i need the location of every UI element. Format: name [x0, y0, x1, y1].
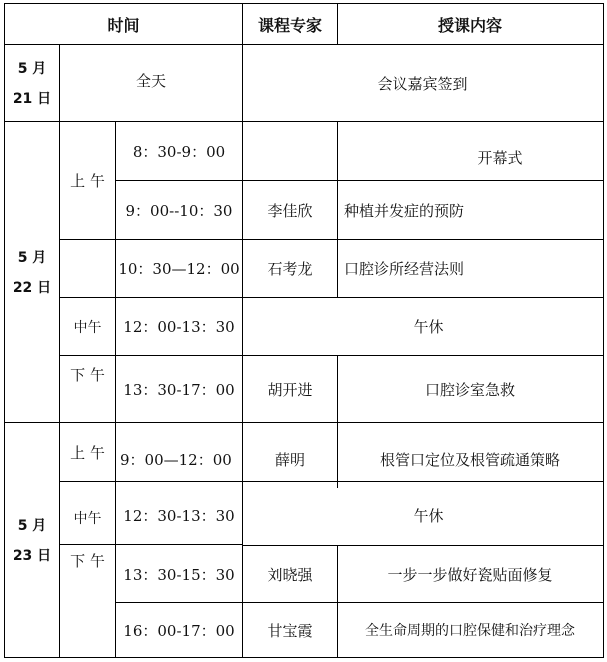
row-divider [59, 297, 603, 298]
expert-cell: 甘宝霞 [267, 621, 313, 640]
date-cell-day3 [5, 423, 59, 657]
row-divider [115, 180, 603, 181]
time-cell: 12：00-13：30 [123, 318, 235, 336]
date-day: 21 日 [12, 91, 52, 107]
date-day: 23 日 [12, 548, 52, 564]
col-divider [59, 44, 60, 658]
col-divider [337, 355, 338, 488]
date-month: 5 月 [17, 250, 47, 266]
time-cell: 12：30-13：30 [123, 507, 235, 525]
col-divider [337, 121, 338, 298]
header-expert: 课程专家 [257, 15, 322, 35]
content-cell: 午休 [413, 507, 444, 525]
time-cell: 9：00--10：30 [125, 201, 233, 220]
border-left [4, 3, 5, 658]
header-content: 授课内容 [437, 15, 502, 35]
row-divider [59, 355, 603, 356]
content-cell: 会议嘉宾签到 [377, 74, 468, 93]
header-time: 时间 [107, 15, 140, 35]
period-morning: 上 午 [70, 443, 105, 462]
date-cell-day1 [5, 45, 59, 121]
date-day: 22 日 [12, 280, 52, 296]
content-cell: 根管口定位及根管疏通策略 [379, 450, 560, 469]
time-cell: 10：30—12：00 [118, 260, 240, 278]
date-month: 5 月 [17, 61, 47, 77]
row-divider [4, 422, 603, 423]
border-bottom [4, 657, 603, 658]
time-cell: 13：30-17：00 [123, 380, 235, 399]
content-cell: 全生命周期的口腔保健和治疗理念 [365, 623, 575, 639]
content-cell: 一步一步做好瓷贴面修复 [387, 565, 553, 584]
row-divider [4, 121, 603, 122]
content-cell: 午休 [413, 318, 444, 336]
row-divider [115, 602, 603, 603]
row-divider [59, 481, 603, 482]
expert-cell: 薛明 [274, 450, 305, 469]
row-divider [59, 239, 603, 240]
period-afternoon: 下 午 [70, 551, 105, 570]
row-divider [59, 544, 242, 545]
time-cell: 13：30-15：30 [123, 565, 235, 584]
content-cell: 开幕式 [477, 148, 523, 167]
time-cell: 16：00-17：00 [123, 621, 235, 640]
border-top [4, 3, 603, 4]
expert-cell: 李佳欣 [267, 201, 313, 220]
period-afternoon: 下 午 [70, 365, 105, 384]
col-divider [337, 3, 338, 45]
content-cell: 口腔诊所经营法则 [344, 260, 465, 278]
border-right [603, 3, 604, 658]
row-divider [4, 44, 603, 45]
content-cell: 种植并发症的预防 [344, 201, 465, 220]
date-cell-day2 [5, 122, 59, 422]
period-noon: 中午 [73, 319, 102, 336]
row-divider [242, 545, 603, 546]
expert-cell: 胡开进 [267, 380, 313, 399]
time-cell: 全天 [135, 71, 166, 90]
content-cell: 口腔诊室急救 [424, 380, 515, 399]
period-noon: 中午 [73, 510, 102, 527]
expert-cell: 刘晓强 [267, 565, 313, 584]
time-cell: 8：30-9：00 [132, 142, 226, 161]
col-divider [337, 545, 338, 658]
date-month: 5 月 [17, 518, 47, 534]
expert-cell: 石考龙 [267, 260, 313, 278]
col-divider [115, 121, 116, 658]
period-morning: 上 午 [70, 171, 105, 190]
col-divider [242, 3, 243, 658]
time-cell: 9：00—12：00 [120, 450, 232, 469]
